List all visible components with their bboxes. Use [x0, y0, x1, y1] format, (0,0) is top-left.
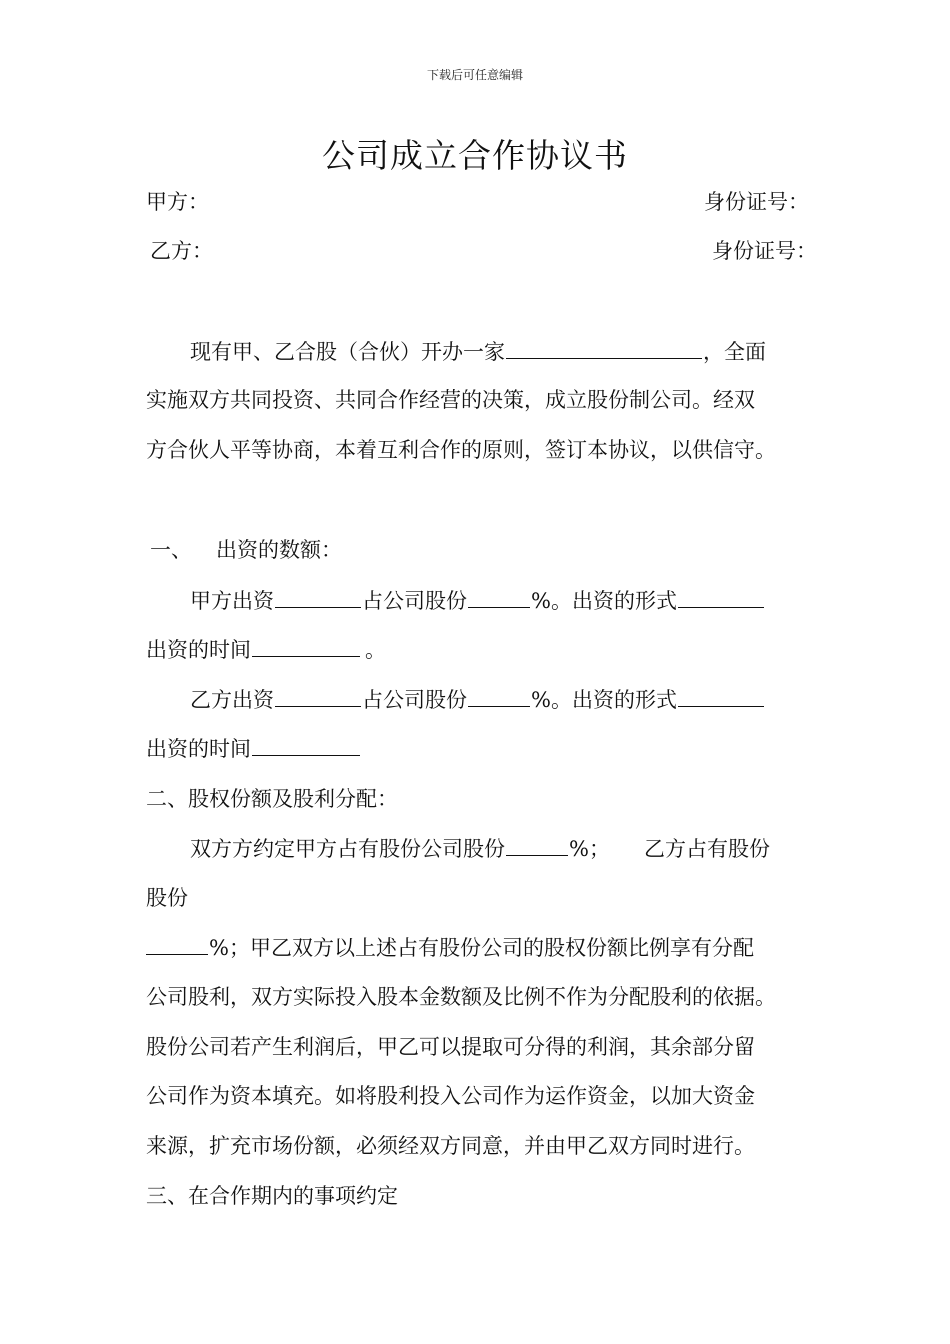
section-2-line-3 [146, 932, 754, 963]
party-a-id-label: 身份证号： [704, 190, 809, 214]
section-2-line-1-a: 双方方约定甲方占有股份公司股份 [190, 837, 505, 861]
party-a-form-blank[interactable] [678, 585, 764, 608]
party-b-id-label: 身份证号： [712, 239, 817, 263]
intro-line-2: 实施双方共同投资、共同合作经营的决策，成立股份制公司。经双 [146, 388, 755, 412]
party-b-label: 乙方： [150, 239, 213, 263]
party-b-investment-line [190, 684, 765, 715]
party-a-share-label: 占公司股份 [362, 589, 467, 613]
section-2-line-7: 来源，扩充市场份额，必须经双方同意，并由甲乙双方同时进行。 [146, 1134, 755, 1158]
section-1-heading: 出资的数额： [216, 538, 342, 562]
section-1-number: 一、 [150, 538, 192, 562]
section-3-heading: 三、在合作期内的事项约定 [146, 1184, 398, 1208]
section-2-heading: 二、股权份额及股利分配： [146, 787, 398, 811]
party-a-label: 甲方： [146, 190, 209, 214]
party-a-share-blank[interactable] [506, 833, 568, 856]
section-2-line-1-c: 乙方占有股份 [643, 837, 770, 861]
intro-line-1-tail: ，全面 [703, 340, 766, 364]
section-2-line-3-text: %；甲乙双方以上述占有股份公司的股权份额比例享有分配 [209, 936, 754, 960]
header-note: 下载后可任意编辑 [426, 68, 523, 82]
company-name-blank[interactable] [506, 336, 702, 359]
party-a-time-label: 出资的时间 [146, 638, 251, 662]
section-2-line-4: 公司股利，双方实际投入股本金数额及比例不作为分配股利的依据。 [146, 985, 776, 1009]
section-2-line-5: 股份公司若产生利润后，甲乙可以提取可分得的利润，其余部分留 [146, 1035, 755, 1059]
section-2-line-1 [190, 833, 770, 864]
section-2-line-2: 股份 [146, 886, 188, 910]
party-b-time-label: 出资的时间 [146, 737, 251, 761]
party-b-time-blank[interactable] [252, 733, 360, 756]
party-b-percent-blank[interactable] [468, 684, 530, 707]
party-b-form-label: %。出资的形式 [531, 688, 677, 712]
document-title: 公司成立合作协议书 [322, 136, 628, 175]
party-b-share-blank[interactable] [146, 932, 208, 955]
party-b-invest-label: 乙方出资 [190, 688, 274, 712]
intro-line-3: 方合伙人平等协商，本着互利合作的原则，签订本协议，以供信守。 [146, 438, 776, 462]
party-b-time-line [146, 733, 361, 764]
section-2-line-1-b: %； [569, 837, 610, 861]
party-b-amount-blank[interactable] [275, 684, 361, 707]
party-a-time-blank[interactable] [252, 634, 360, 657]
party-a-amount-blank[interactable] [275, 585, 361, 608]
intro-line-1 [190, 336, 766, 367]
party-a-time-end: 。 [365, 638, 386, 662]
section-2-line-6: 公司作为资本填充。如将股利投入公司作为运作资金，以加大资金 [146, 1084, 755, 1108]
party-a-investment-line [190, 585, 765, 616]
party-a-time-line [146, 634, 386, 665]
party-b-form-blank[interactable] [678, 684, 764, 707]
party-b-share-label: 占公司股份 [362, 688, 467, 712]
party-a-form-label: %。出资的形式 [531, 589, 677, 613]
party-a-invest-label: 甲方出资 [190, 589, 274, 613]
party-a-percent-blank[interactable] [468, 585, 530, 608]
intro-line-1-text: 现有甲、乙合股（合伙）开办一家 [190, 340, 505, 364]
